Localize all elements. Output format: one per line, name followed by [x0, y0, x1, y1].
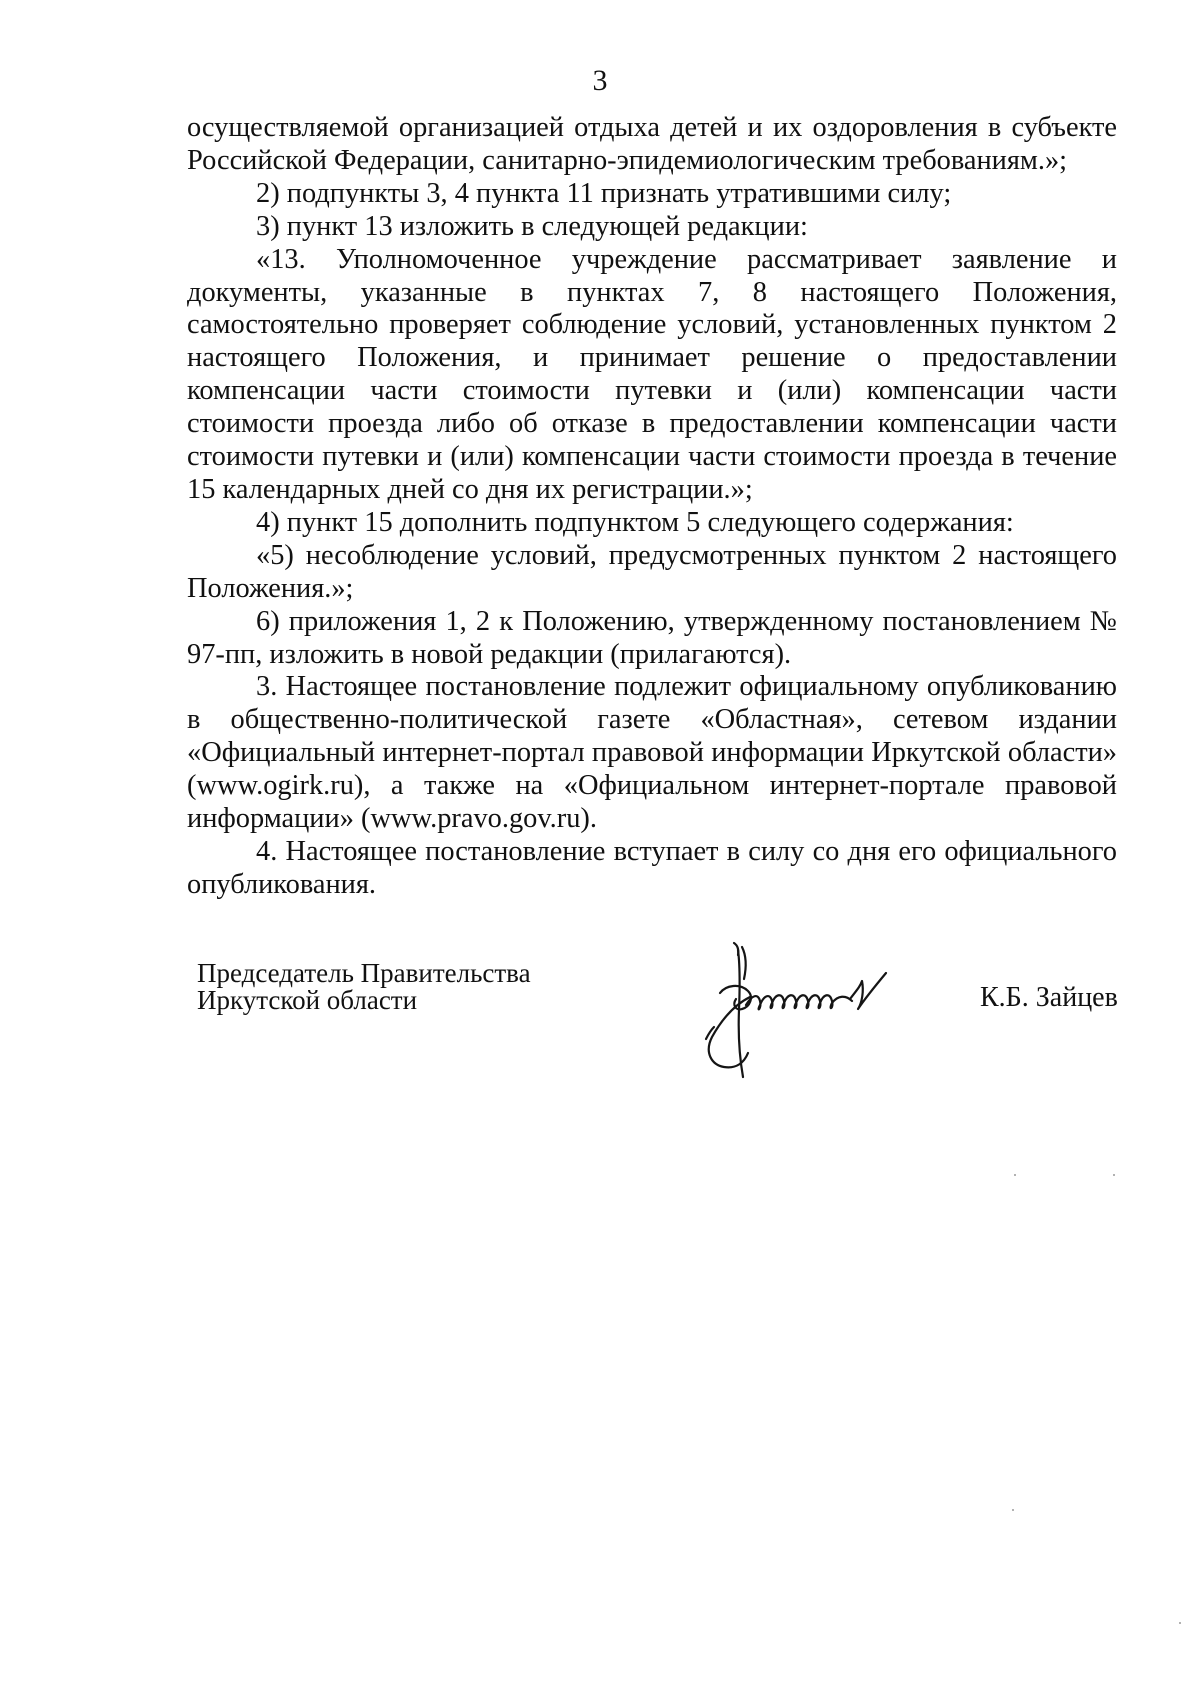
scan-speck — [1012, 1509, 1014, 1511]
scan-speck — [1014, 1174, 1016, 1176]
paragraph-item-4: 4) пункт 15 дополнить подпунктом 5 следующего содержания: — [256, 506, 1014, 538]
paragraph-section-4: 4. Настоящее постановление вступает в силу со дня его официального опубликования. — [187, 835, 1117, 900]
scan-speck — [1113, 1174, 1115, 1176]
paragraph-item-2: 2) подпункты 3, 4 пункта 11 признать утратившими силу; — [256, 177, 952, 209]
signatory-position-line-2: Иркутской области — [197, 985, 418, 1015]
signatory-position-line-1: Председатель Правительства — [197, 958, 531, 988]
paragraph-item-6: 6) приложения 1, 2 к Положению, утвержденному постановлением № 97-пп, изложить в новой редакции (прилагаются). — [187, 605, 1117, 670]
signer-name: К.Б. Зайцев — [980, 982, 1118, 1013]
paragraph-clause-13: «13. Уполномоченное учреждение рассматривает заявление и документы, указанные в пунктах 7, 8 настоящего Положения, самостоятельно проверяет соблюдение условий, установленных пунктом 2 настоящего Положения, и принимает решение о предоставлении компенсации части стоимости путевки и (или) компенсации части стоимости проезда либо об отказе в предоставлении компенсации части стоимости путевки и (или) компенсации части стоимости проезда в течение 15 календарных дней со дня их регистрации.»; — [187, 243, 1117, 505]
document-body — [187, 112, 1117, 902]
paragraph-section-3: 3. Настоящее постановление подлежит официальному опубликованию в общественно-политической газете «Областная», сетевом издании «Официальный интернет-портал правовой информации Иркутской области» (www.ogirk.ru), а также на «Официальном интернет-портале правовой информации» (www.pravo.gov.ru). — [187, 671, 1117, 835]
handwritten-signature — [690, 935, 960, 1085]
paragraph-item-3: 3) пункт 13 изложить в следующей редакции: — [256, 210, 808, 242]
paragraph-continuation: осуществляемой организацией отдыха детей и их оздоровления в субъекте Российской Федерации, санитарно-эпидемиологическим требованиям.»; — [187, 112, 1117, 176]
signatory-position — [197, 960, 531, 1014]
paragraph-subclause-5: «5) несоблюдение условий, предусмотренных пунктом 2 настоящего Положения.»; — [187, 539, 1117, 604]
scan-speck — [1179, 1622, 1181, 1624]
page-number: 3 — [592, 64, 608, 97]
